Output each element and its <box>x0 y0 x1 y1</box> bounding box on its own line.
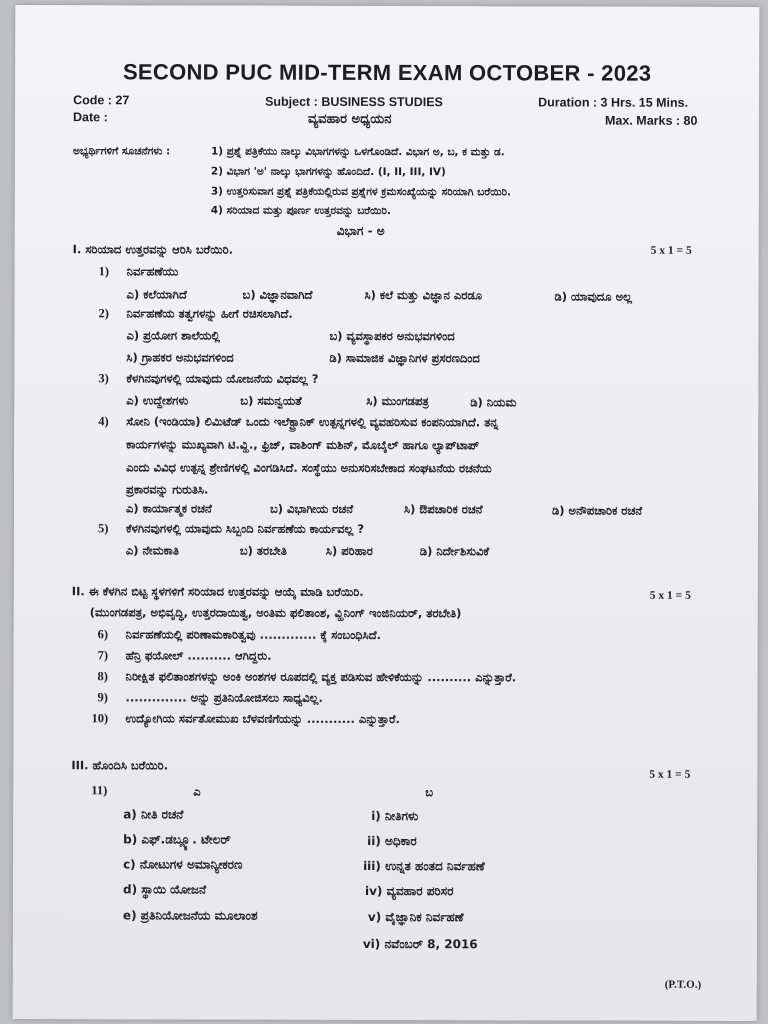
paper-code: Code : 27 <box>73 93 130 108</box>
question-text: ಎಂದು ವಿವಿಧ ಉತ್ಪನ್ನ ಶ್ರೇಣಿಗಳಲ್ಲಿ ವಿಂಗಡಿಸಿದೆ. ಸಂಸ್ಥೆಯು ಅನುಸರಿಸಬೇಕಾದ ಸಂಘಟನೆಯ ರಚನೆಯ <box>126 460 492 476</box>
option-b: ಬ) ವ್ಯವಸ್ಥಾಪಕರ ಅನುಭವಗಳಿಂದ <box>329 328 455 344</box>
part1-heading: I. ಸರಿಯಾದ ಉತ್ತರವನ್ನು ಆರಿಸಿ ಬರೆಯಿರಿ. <box>72 242 234 257</box>
option-a: ಎ) ಉದ್ದೇಶಗಳು <box>126 393 189 408</box>
option-c: ಸಿ) ಪರಿಹಾರ <box>325 543 373 558</box>
question-number: 9) <box>97 690 108 705</box>
match-b-item: iii) ಉನ್ನತ ಹಂತದ ನಿರ್ವಹಣೆ <box>363 858 485 874</box>
option-c: ಸಿ) ಮುಂಗಡಪತ್ರ <box>366 393 429 409</box>
question-number: 5) <box>97 521 109 536</box>
match-b-item: iv) ವ್ಯವಹಾರ ಪರಿಸರ <box>364 883 454 899</box>
option-d: ಡಿ) ಅನೌಪಚಾರಿಕ ರಚನೆ <box>551 503 643 518</box>
instruction-item: 3) ಉತ್ತರಿಸುವಾಗ ಪ್ರಶ್ನೆ ಪತ್ರಿಕೆಯಲ್ಲಿರುವ ಪ್ರಶ್ನೆಗಳ ಕ್ರಮಸಂಖ್ಯೆಯನ್ನು ಸರಿಯಾಗಿ ಬರೆಯಿರಿ. <box>210 185 512 199</box>
date-label: Date : <box>73 110 108 125</box>
question-text: ಕಾರ್ಯಗಳನ್ನು ಮುಖ್ಯವಾಗಿ ಟಿ.ವ್ಹಿ., ಫ್ರಿಜ್, ವಾಶಿಂಗ್ ಮಶಿನ್, ಮೊಬೈಲ್ ಹಾಗೂ ಲ್ಯಾಪ್‌ಟಾಪ್ <box>126 437 480 453</box>
match-b-item: ii) ಅಧಿಕಾರ <box>367 833 417 849</box>
match-b-item: vi) ನವೆಂಬರ್ 8, 2016 <box>362 936 478 952</box>
part3-heading: III. ಹೊಂದಿಸಿ ಬರೆಯಿರಿ. <box>71 758 169 773</box>
option-a: ಎ) ಕಾರ್ಯಾತ್ಮಕ ರಚನೆ <box>125 501 212 516</box>
question-number: 3) <box>98 371 109 386</box>
instruction-item: 2) ವಿಭಾಗ 'ಅ' ನಾಲ್ಕು ಭಾಗಗಳನ್ನು ಹೊಂದಿದೆ. (I, II, III, IV) <box>210 165 446 179</box>
match-a-item: d) ಸ್ಥಾಯಿ ಯೋಜನೆ <box>122 882 207 897</box>
match-b-item: v) ವೈಜ್ಞಾನಿಕ ನಿರ್ವಹಣೆ <box>367 909 464 925</box>
option-d: ಡಿ) ಸಾಮಾಜಿಕ ವಿಜ್ಞಾನಿಗಳ ಪ್ರಸರಣದಿಂದ <box>329 350 480 366</box>
question-number: 1) <box>98 264 110 279</box>
question-number: 6) <box>97 627 109 642</box>
question-number: 7) <box>97 648 109 663</box>
question-text: ಪ್ರಕಾರವನ್ನು ಗುರುತಿಸಿ. <box>126 482 209 497</box>
subject-label: Subject : BUSINESS STUDIES <box>265 94 443 110</box>
question-number: 4) <box>98 414 109 429</box>
question-text: ನಿರ್ವಹಣೆಯಲ್ಲಿ ಪರಿಣಾಮಕಾರಿತ್ವವು ............. ಕ್ಕೆ ಸಂಬಂಧಿಸಿದೆ. <box>125 627 382 642</box>
duration-label: Duration : 3 Hrs. 15 Mins. <box>538 95 689 110</box>
question-number: 10) <box>91 711 109 726</box>
question-text: ನಿರ್ವಹಣೆಯು <box>126 264 179 279</box>
instruction-item: 1) ಪ್ರಶ್ನೆ ಪತ್ರಿಕೆಯು ನಾಲ್ಕು ವಿಭಾಗಗಳನ್ನು ಒಳಗೊಂಡಿದೆ. ವಿಭಾಗ ಅ, ಬ, ಕ ಮತ್ತು ಡ. <box>210 145 505 159</box>
column-a-heading: ಎ <box>193 784 201 799</box>
question-number: 8) <box>97 669 109 684</box>
option-c: ಸಿ) ಔಪಚಾರಿಕ ರಚನೆ <box>403 502 483 517</box>
exam-paper <box>13 5 760 1021</box>
option-c: ಸಿ) ಗ್ರಾಹಕರ ಅನುಭವಗಳಿಂದ <box>126 350 234 365</box>
page-turn-note: (P.T.O.) <box>664 978 702 991</box>
max-marks: Max. Marks : 80 <box>605 113 698 128</box>
match-a-item: e) ಪ್ರತಿನಿಯೋಜನೆಯ ಮೂಲಾಂಶ <box>122 908 258 923</box>
option-d: ಡಿ) ಯಾವುದೂ ಅಲ್ಲ <box>554 289 633 304</box>
option-a: ಎ) ಪ್ರಯೋಗ ಶಾಲೆಯಲ್ಲಿ <box>126 328 221 343</box>
part2-marks: 5 x 1 = 5 <box>649 589 691 602</box>
part1-marks: 5 x 1 = 5 <box>650 244 692 257</box>
match-a-item: b) ಎಫ್.ಡಬ್ಲ್ಯೂ. ಟೇಲರ್ <box>123 832 231 847</box>
exam-title: SECOND PUC MID-TERM EXAM OCTOBER - 2023 <box>122 59 652 86</box>
subject-kannada: ವ್ಯವಹಾರ ಅಧ್ಯಯನ <box>308 111 392 128</box>
question-text: ಕೆಳಗಿನವುಗಳಲ್ಲಿ ಯಾವುದು ಯೋಜನೆಯ ವಿಧವಲ್ಲ ? <box>126 371 319 386</box>
option-c: ಸಿ) ಕಲೆ ಮತ್ತು ವಿಜ್ಞಾನ ಎರಡೂ <box>364 287 483 303</box>
question-text: ಉದ್ಯೋಗಿಯ ಸರ್ವತೋಮುಖ ಬೆಳವಣಿಗೆಯನ್ನು ........... ಎನ್ನುತ್ತಾರೆ. <box>125 711 400 727</box>
option-a: ಎ) ಕಲೆಯಾಗಿದೆ <box>126 287 187 302</box>
question-number: 2) <box>98 306 109 321</box>
instructions-label: ಅಭ್ಯರ್ಥಿಗಳಿಗೆ ಸೂಚನೆಗಳು : <box>72 145 171 158</box>
question-text: ಕೆಳಗಿನವುಗಳಲ್ಲಿ ಯಾವುದು ಸಿಬ್ಬಂದಿ ನಿರ್ವಹಣೆಯ ಕಾರ್ಯವಲ್ಲ ? <box>125 521 365 536</box>
question-number: 11) <box>91 783 108 798</box>
part2-heading: II. ಈ ಕೆಳಗಿನ ಬಿಟ್ಟ ಸ್ಥಳಗಳಿಗೆ ಸರಿಯಾದ ಉತ್ತರವನ್ನು ಆಯ್ಕೆ ಮಾಡಿ ಬರೆಯಿರಿ. <box>71 584 364 599</box>
question-text: ಸೋನಿ (ಇಂಡಿಯಾ) ಲಿಮಿಟೆಡ್ ಒಂದು ಇಲೆಕ್ಟ್ರಾನಿಕ್ ಉತ್ಪನ್ನಗಳಲ್ಲಿ ವ್ಯವಹರಿಸುವ ಕಂಪನಿಯಾಗಿದೆ. ತನ್ನ <box>126 414 499 430</box>
section-heading: ವಿಭಾಗ - ಅ <box>336 223 385 238</box>
question-text: .............. ಅನ್ನು ಪ್ರತಿನಿಯೋಜಿಸಲು ಸಾಧ್ಯವಿಲ್ಲ. <box>125 690 323 705</box>
match-b-item: i) ನೀತಿಗಳು <box>371 808 419 824</box>
column-b-heading: ಬ <box>425 785 434 800</box>
instruction-item: 4) ಸರಿಯಾದ ಮತ್ತು ಪೂರ್ಣ ಉತ್ತರವನ್ನು ಬರೆಯಿರಿ. <box>210 204 391 218</box>
option-b: ಬ) ವಿಜ್ಞಾನವಾಗಿದೆ <box>242 287 313 302</box>
question-text: ಹೆನ್ರಿ ಫಯೋಲ್ .......... ಆಗಿದ್ದರು. <box>125 648 272 663</box>
option-b: ಬ) ಸಮನ್ವಯತೆ <box>240 393 302 408</box>
option-b: ಬ) ತರಬೇತಿ <box>239 543 287 558</box>
part3-marks: 5 x 1 = 5 <box>649 768 691 781</box>
question-text: ನಿರ್ವಹಣೆಯ ತತ್ವಗಳನ್ನು ಹೀಗೆ ರಚಿಸಲಾಗಿದೆ. <box>126 306 293 321</box>
question-text: ನಿರೀಕ್ಷಿತ ಫಲಿತಾಂಶಗಳನ್ನು ಅಂಕಿ ಅಂಶಗಳ ರೂಪದಲ್ಲಿ ವ್ಯಕ್ತ ಪಡಿಸುವ ಹೇಳಿಕೆಯನ್ನು .......... ಎನ್ನುತ್ತಾರೆ. <box>125 669 517 685</box>
fill-in-options: (ಮುಂಗಡಪತ್ರ, ಅಭಿವೃದ್ಧಿ, ಉತ್ತರದಾಯಿತ್ವ, ಅಂತಿಮ ಫಲಿತಾಂಶ, ವ್ಹಿನಿಂಗ್ ಇಂಜಿನಿಯರ್, ತರಬೇತಿ) <box>89 605 462 621</box>
option-d: ಡಿ) ನಿರ್ದೇಶಿಸುವಿಕೆ <box>419 544 490 559</box>
match-a-item: a) ನೀತಿ ರಚನೆ <box>123 807 184 822</box>
option-b: ಬ) ವಿಭಾಗೀಯ ರಚನೆ <box>269 501 354 516</box>
option-a: ಎ) ನೇಮಕಾತಿ <box>125 543 179 558</box>
match-a-item: c) ನೋಟುಗಳ ಅಮಾನ್ಯೀಕರಣ <box>123 857 243 872</box>
option-d: ಡಿ) ನಿಯಮ <box>470 395 517 410</box>
